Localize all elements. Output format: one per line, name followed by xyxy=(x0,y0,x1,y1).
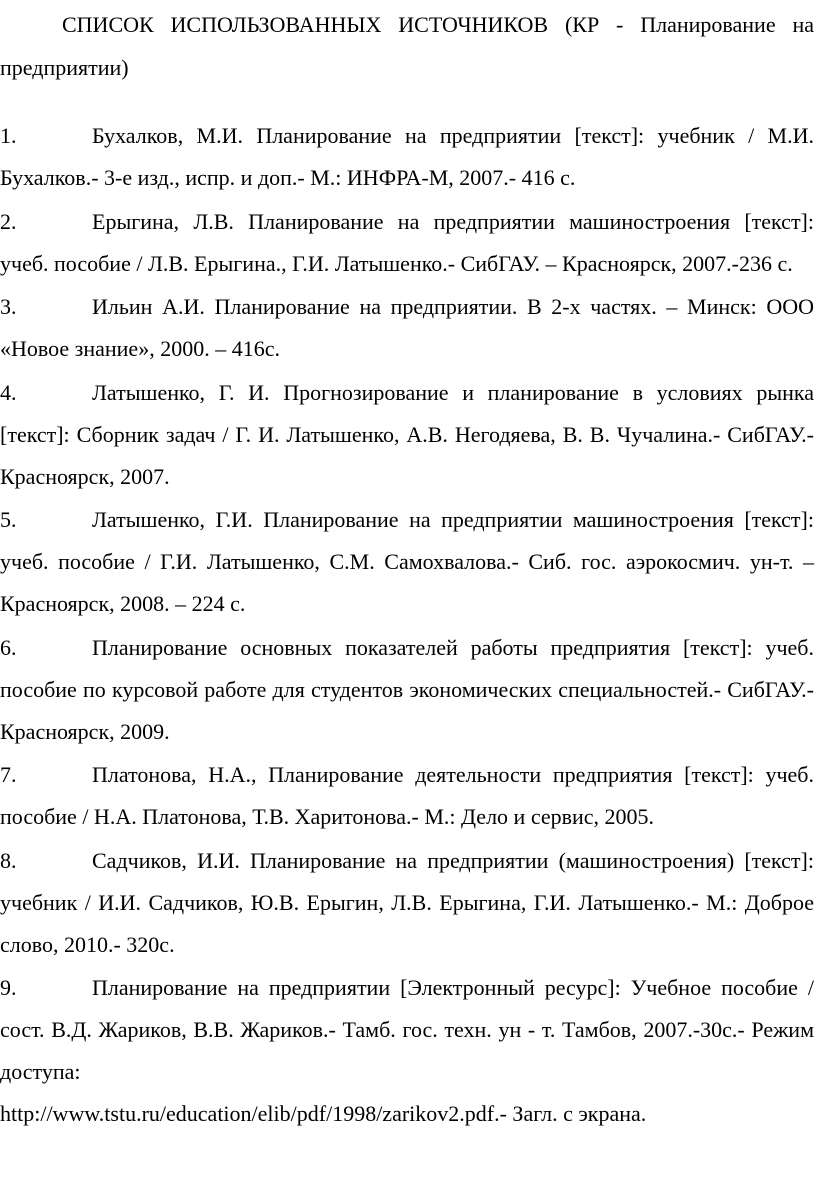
list-item-number: 6. xyxy=(0,634,17,660)
list-item-number: 8. xyxy=(0,847,17,873)
list-item xyxy=(0,286,814,370)
list-item-text: Садчиков, И.И. Планирование на предприятии (машиностроения) [текст]: учебник / И.И. Садчиков, Ю.В. Ерыгин, Л.В. Ерыгина, Г.И. Латышенко.- М.: Доброе слово, 2010.- 320с. xyxy=(0,847,814,957)
reference-list xyxy=(0,115,814,1137)
list-item-text: Планирование основных показателей работы предприятия [текст]: учеб. пособие по курсовой работе для студентов экономических специальностей.- СибГАУ.- Красноярск, 2009. xyxy=(0,634,814,744)
list-item xyxy=(0,967,814,1135)
list-item-text: Ильин А.И. Планирование на предприятии. В 2-х частях. – Минск: ООО «Новое знание», 2000. – 416с. xyxy=(0,294,814,361)
list-item xyxy=(0,201,814,285)
list-item xyxy=(0,754,814,838)
list-item-text: Латышенко, Г.И. Планирование на предприятии машиностроения [текст]: учеб. пособие / Г.И. Латышенко, С.М. Самохвалова.- Сиб. гос. аэрокосмич. ун-т. – Красноярск, 2008. – 224 с. xyxy=(0,507,814,616)
list-item-text: Платонова, Н.А., Планирование деятельности предприятия [текст]: учеб. пособие / Н.А. Платонова, Т.В. Харитонова.- М.: Дело и сервис, 2005. xyxy=(0,762,814,829)
list-item-number: 5. xyxy=(0,507,17,532)
list-item-number: 2. xyxy=(0,208,17,234)
list-item-text: Бухалков, М.И. Планирование на предприятии [текст]: учебник / М.И. Бухалков.- 3-е изд., испр. и доп.- М.: ИНФРА-М, 2007.- 416 с. xyxy=(0,123,814,190)
url-link: http://www.tstu.ru/education/elib/pdf/1998/zarikov2.pdf.- Загл. с экрана. xyxy=(0,1101,647,1126)
list-item xyxy=(0,627,814,753)
list-item-number: 9. xyxy=(0,975,17,1000)
list-item-text: Латышенко, Г. И. Прогнозирование и планирование в условиях рынка [текст]: Сборник задач / Г. И. Латышенко, А.В. Негодяева, В. В. Чучалина.- СибГАУ.- Красноярск, 2007. xyxy=(0,379,814,489)
list-item-number: 3. xyxy=(0,294,17,319)
list-item xyxy=(0,372,814,498)
list-item-text: Планирование на предприятии [Электронный ресурс]: Учебное пособие / сост. В.Д. Жариков, В.В. Жариков.- Тамб. гос. техн. ун - т. Тамбов, 2007.-30с.- Режим доступа: xyxy=(0,975,814,1084)
page-title: СПИСОК ИСПОЛЬЗОВАННЫХ ИСТОЧНИКОВ (КР - Планирование на предприятии) xyxy=(0,12,814,80)
list-item-number: 4. xyxy=(0,379,17,405)
list-item-number: 1. xyxy=(0,123,17,148)
list-item xyxy=(0,499,814,625)
list-item-text: Ерыгина, Л.В. Планирование на предприятии машиностроения [текст]: учеб. пособие / Л.В. Ерыгина., Г.И. Латышенко.- СибГАУ. – Красноярск, 2007.-236 с. xyxy=(0,208,814,276)
list-item xyxy=(0,840,814,966)
list-item-number: 7. xyxy=(0,762,17,787)
list-item xyxy=(0,115,814,199)
